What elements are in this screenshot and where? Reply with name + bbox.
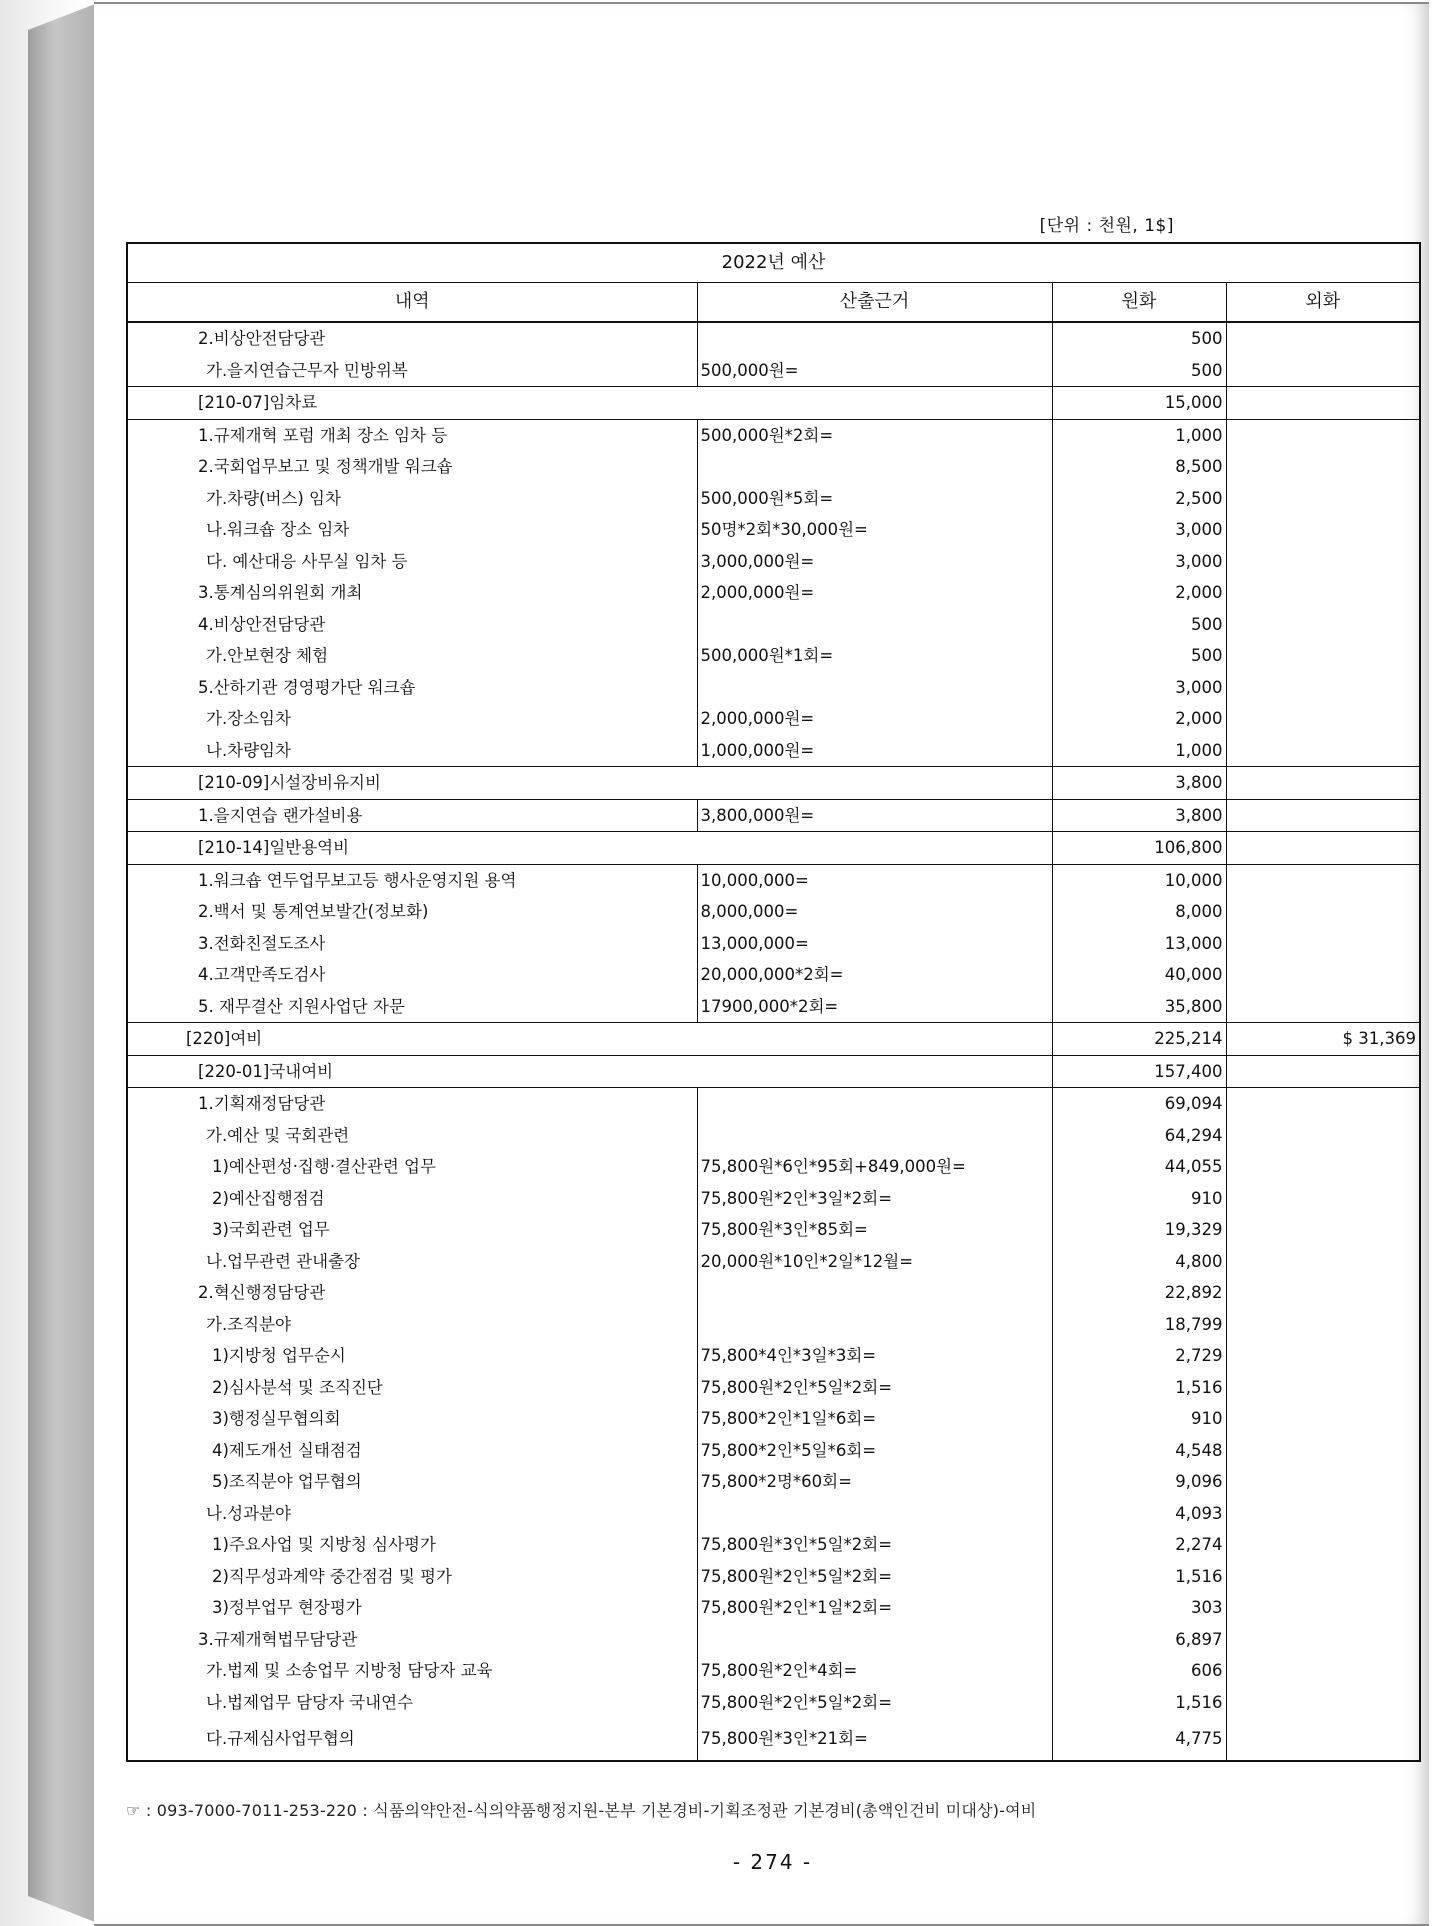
table-row [127,799,1420,832]
cell-krw: 40,000 [1052,959,1226,991]
cell-basis: 17900,000*2회= [697,991,1052,1023]
table-row [127,672,1420,704]
cell-basis: 75,800원*3인*21회= [697,1718,1052,1761]
cell-basis [697,1498,1052,1530]
cell-fx [1226,991,1420,1023]
cell-item: 3.전화친절도조사 [127,928,697,960]
cell-krw: 2,000 [1052,577,1226,609]
table-row [127,1088,1420,1120]
cell-basis: 3,000,000원= [697,546,1052,578]
cell-basis: 500,000원*5회= [697,483,1052,515]
table-row [127,1183,1420,1215]
cell-fx [1226,419,1420,451]
book-spine [28,4,95,1922]
header-item: 내역 [127,283,697,323]
cell-krw: 225,214 [1052,1023,1226,1056]
cell-item: 나.워크숍 장소 임차 [127,514,697,546]
table-row [127,1655,1420,1687]
cell-krw: 9,096 [1052,1466,1226,1498]
cell-krw: 500 [1052,640,1226,672]
cell-basis [697,609,1052,641]
table-row [127,1624,1420,1656]
cell-fx [1226,1055,1420,1088]
cell-basis: 500,000원*2회= [697,419,1052,451]
cell-fx [1226,1435,1420,1467]
cell-basis: 2,000,000원= [697,577,1052,609]
table-row [127,1498,1420,1530]
cell-item: 3)행정실무협의회 [127,1403,697,1435]
cell-item: 가.법제 및 소송업무 지방청 담당자 교육 [127,1655,697,1687]
cell-fx [1226,483,1420,515]
cell-basis: 20,000,000*2회= [697,959,1052,991]
cell-basis: 75,800원*2인*1일*2회= [697,1592,1052,1624]
cell-fx [1226,514,1420,546]
cell-item: 가.예산 및 국회관련 [127,1120,697,1152]
cell-item: 가.차량(버스) 임차 [127,483,697,515]
table-row [127,1309,1420,1341]
table-row [127,1120,1420,1152]
table-row [127,928,1420,960]
cell-fx [1226,577,1420,609]
cell-fx [1226,1183,1420,1215]
header-krw: 원화 [1052,283,1226,323]
budget-table-body [127,322,1420,1761]
cell-item: 2)예산집행점검 [127,1183,697,1215]
cell-item: [210-09]시설장비유지비 [127,767,1052,800]
cell-fx [1226,1246,1420,1278]
cell-krw: 35,800 [1052,991,1226,1023]
table-row [127,991,1420,1023]
cell-item: 4.비상안전담당관 [127,609,697,641]
cell-basis: 500,000원= [697,355,1052,387]
cell-fx [1226,799,1420,832]
cell-fx [1226,1466,1420,1498]
cell-fx [1226,1151,1420,1183]
cell-krw: 1,000 [1052,735,1226,767]
cell-fx [1226,928,1420,960]
cell-fx [1226,672,1420,704]
cell-item: 1.워크숍 연두업무보고등 행사운영지원 용역 [127,864,697,896]
cell-basis: 75,800*4인*3일*3회= [697,1340,1052,1372]
cell-fx [1226,1277,1420,1309]
cell-krw: 1,516 [1052,1372,1226,1404]
cell-item: 가.조직분야 [127,1309,697,1341]
cell-item: 3)정부업무 현장평가 [127,1592,697,1624]
cell-basis: 50명*2회*30,000원= [697,514,1052,546]
cell-item: 다. 예산대응 사무실 임차 등 [127,546,697,578]
table-row [127,1592,1420,1624]
cell-fx [1226,1120,1420,1152]
cell-basis [697,322,1052,355]
cell-krw: 4,548 [1052,1435,1226,1467]
cell-krw: 69,094 [1052,1088,1226,1120]
cell-krw: 2,729 [1052,1340,1226,1372]
table-row [127,864,1420,896]
cell-krw: 1,516 [1052,1687,1226,1719]
cell-krw: 13,000 [1052,928,1226,960]
cell-krw: 157,400 [1052,1055,1226,1088]
cell-basis [697,672,1052,704]
table-row [127,546,1420,578]
table-row [127,1561,1420,1593]
cell-krw: 1,000 [1052,419,1226,451]
cell-krw: 500 [1052,355,1226,387]
cell-basis: 500,000원*1회= [697,640,1052,672]
cell-fx [1226,1529,1420,1561]
table-row [127,355,1420,387]
cell-fx [1226,322,1420,355]
footnote: ☞ : 093-7000-7011-253-220 : 식품의약안전-식의약품행정지원-본부 기본경비-기획조정관 기본경비(총액인건비 미대상)-여비 [126,1801,1037,1820]
cell-krw: 19,329 [1052,1214,1226,1246]
cell-item: 나.차량임차 [127,735,697,767]
cell-krw: 6,897 [1052,1624,1226,1656]
cell-fx [1226,864,1420,896]
cell-basis: 75,800원*2인*4회= [697,1655,1052,1687]
cell-fx: $ 31,369 [1226,1023,1420,1056]
cell-item: 3.규제개혁법무담당관 [127,1624,697,1656]
cell-krw: 2,000 [1052,703,1226,735]
cell-krw: 18,799 [1052,1309,1226,1341]
table-row [127,1023,1420,1056]
cell-basis: 75,800원*2인*3일*2회= [697,1183,1052,1215]
table-row [127,609,1420,641]
cell-basis [697,1624,1052,1656]
cell-item: 4)제도개선 실태점검 [127,1435,697,1467]
cell-krw: 500 [1052,322,1226,355]
table-row [127,419,1420,451]
cell-item: 나.업무관련 관내출장 [127,1246,697,1278]
cell-fx [1226,355,1420,387]
table-row [127,959,1420,991]
table-row [127,322,1420,355]
cell-fx [1226,1592,1420,1624]
table-title: 2022년 예산 [127,243,1420,283]
cell-basis: 75,800원*6인*95회+849,000원= [697,1151,1052,1183]
cell-basis: 75,800원*2인*5일*2회= [697,1372,1052,1404]
table-row [127,1372,1420,1404]
cell-krw: 4,800 [1052,1246,1226,1278]
cell-krw: 3,000 [1052,546,1226,578]
cell-fx [1226,1718,1420,1761]
cell-item: 나.법제업무 담당자 국내연수 [127,1687,697,1719]
cell-item: 5.산하기관 경영평가단 워크숍 [127,672,697,704]
cell-fx [1226,546,1420,578]
table-row [127,1055,1420,1088]
cell-item: 3)국회관련 업무 [127,1214,697,1246]
cell-basis: 75,800*2인*1일*6회= [697,1403,1052,1435]
cell-item: 1.기획재정담당관 [127,1088,697,1120]
cell-fx [1226,896,1420,928]
cell-krw: 10,000 [1052,864,1226,896]
table-row [127,514,1420,546]
cell-basis [697,1309,1052,1341]
cell-fx [1226,451,1420,483]
cell-item: 1.규제개혁 포럼 개최 장소 임차 등 [127,419,697,451]
cell-fx [1226,1624,1420,1656]
table-row [127,1246,1420,1278]
table-row [127,640,1420,672]
cell-item: 1)예산편성·집행·결산관련 업무 [127,1151,697,1183]
cell-krw: 3,800 [1052,799,1226,832]
cell-krw: 606 [1052,1655,1226,1687]
table-row [127,896,1420,928]
cell-krw: 8,000 [1052,896,1226,928]
cell-item: 1)지방청 업무순시 [127,1340,697,1372]
cell-item: 3.통계심의위원회 개최 [127,577,697,609]
table-row [127,1277,1420,1309]
table-row [127,451,1420,483]
cell-basis: 75,800원*2인*5일*2회= [697,1687,1052,1719]
cell-fx [1226,1655,1420,1687]
cell-item: 2.국회업무보고 및 정책개발 워크숍 [127,451,697,483]
cell-item: 나.성과분야 [127,1498,697,1530]
cell-fx [1226,609,1420,641]
cell-krw: 500 [1052,609,1226,641]
table-row [127,1718,1420,1761]
table-row [127,387,1420,420]
cell-krw: 15,000 [1052,387,1226,420]
cell-krw: 4,093 [1052,1498,1226,1530]
table-row [127,832,1420,865]
table-row [127,735,1420,767]
cell-fx [1226,1309,1420,1341]
cell-basis [697,451,1052,483]
cell-item: 2)심사분석 및 조직진단 [127,1372,697,1404]
cell-fx [1226,1498,1420,1530]
cell-fx [1226,735,1420,767]
cell-item: 1)주요사업 및 지방청 심사평가 [127,1529,697,1561]
cell-krw: 2,500 [1052,483,1226,515]
cell-item: 가.안보현장 체험 [127,640,697,672]
table-row [127,1151,1420,1183]
cell-basis [697,1088,1052,1120]
cell-item: 5. 재무결산 지원사업단 자문 [127,991,697,1023]
cell-item: 2.혁신행정담당관 [127,1277,697,1309]
cell-item: [220-01]국내여비 [127,1055,1052,1088]
cell-basis: 10,000,000= [697,864,1052,896]
cell-krw: 22,892 [1052,1277,1226,1309]
cell-krw: 8,500 [1052,451,1226,483]
cell-fx [1226,1372,1420,1404]
cell-item: 2.비상안전담당관 [127,322,697,355]
cell-basis: 75,800원*3인*85회= [697,1214,1052,1246]
cell-fx [1226,1687,1420,1719]
cell-item: 4.고객만족도검사 [127,959,697,991]
cell-basis: 1,000,000원= [697,735,1052,767]
cell-krw: 3,000 [1052,514,1226,546]
table-row [127,483,1420,515]
cell-item: 2)직무성과계약 중간점검 및 평가 [127,1561,697,1593]
table-row [127,703,1420,735]
page-number: - 274 - [732,1850,813,1874]
cell-basis [697,1277,1052,1309]
cell-krw: 64,294 [1052,1120,1226,1152]
cell-fx [1226,1214,1420,1246]
cell-item: 가.을지연습근무자 민방위복 [127,355,697,387]
cell-basis [697,1120,1052,1152]
cell-krw: 3,000 [1052,672,1226,704]
cell-krw: 106,800 [1052,832,1226,865]
cell-item: 1.을지연습 랜가설비용 [127,799,697,832]
cell-item: 가.장소임차 [127,703,697,735]
cell-fx [1226,1088,1420,1120]
cell-krw: 303 [1052,1592,1226,1624]
cell-krw: 1,516 [1052,1561,1226,1593]
cell-item: 5)조직분야 업무협의 [127,1466,697,1498]
cell-fx [1226,832,1420,865]
cell-item: 2.백서 및 통계연보발간(정보화) [127,896,697,928]
cell-krw: 3,800 [1052,767,1226,800]
cell-krw: 2,274 [1052,1529,1226,1561]
cell-basis: 75,800*2인*5일*6회= [697,1435,1052,1467]
header-fx: 외화 [1226,283,1420,323]
table-row [127,1529,1420,1561]
cell-krw: 4,775 [1052,1718,1226,1761]
cell-fx [1226,767,1420,800]
cell-fx [1226,703,1420,735]
table-row [127,1687,1420,1719]
cell-basis: 3,800,000원= [697,799,1052,832]
table-row [127,767,1420,800]
cell-item: [220]여비 [127,1023,1052,1056]
cell-item: [210-14]일반용역비 [127,832,1052,865]
cell-fx [1226,640,1420,672]
unit-note: [단위 : 천원, 1$] [1039,216,1174,236]
cell-basis: 13,000,000= [697,928,1052,960]
header-basis: 산출근거 [697,283,1052,323]
cell-krw: 910 [1052,1183,1226,1215]
cell-fx [1226,959,1420,991]
cell-basis: 2,000,000원= [697,703,1052,735]
cell-fx [1226,387,1420,420]
table-row [127,1403,1420,1435]
table-row [127,1435,1420,1467]
cell-basis: 75,800원*3인*5일*2회= [697,1529,1052,1561]
cell-fx [1226,1340,1420,1372]
cell-basis: 8,000,000= [697,896,1052,928]
cell-basis: 75,800*2명*60회= [697,1466,1052,1498]
table-row [127,1466,1420,1498]
cell-basis: 20,000원*10인*2일*12월= [697,1246,1052,1278]
cell-fx [1226,1561,1420,1593]
cell-krw: 44,055 [1052,1151,1226,1183]
budget-table [126,242,1421,1762]
table-row [127,1340,1420,1372]
cell-item: [210-07]임차료 [127,387,1052,420]
table-row [127,577,1420,609]
cell-fx [1226,1403,1420,1435]
cell-basis: 75,800원*2인*5일*2회= [697,1561,1052,1593]
cell-krw: 910 [1052,1403,1226,1435]
table-row [127,1214,1420,1246]
cell-item: 다.규제심사업무협의 [127,1718,697,1761]
